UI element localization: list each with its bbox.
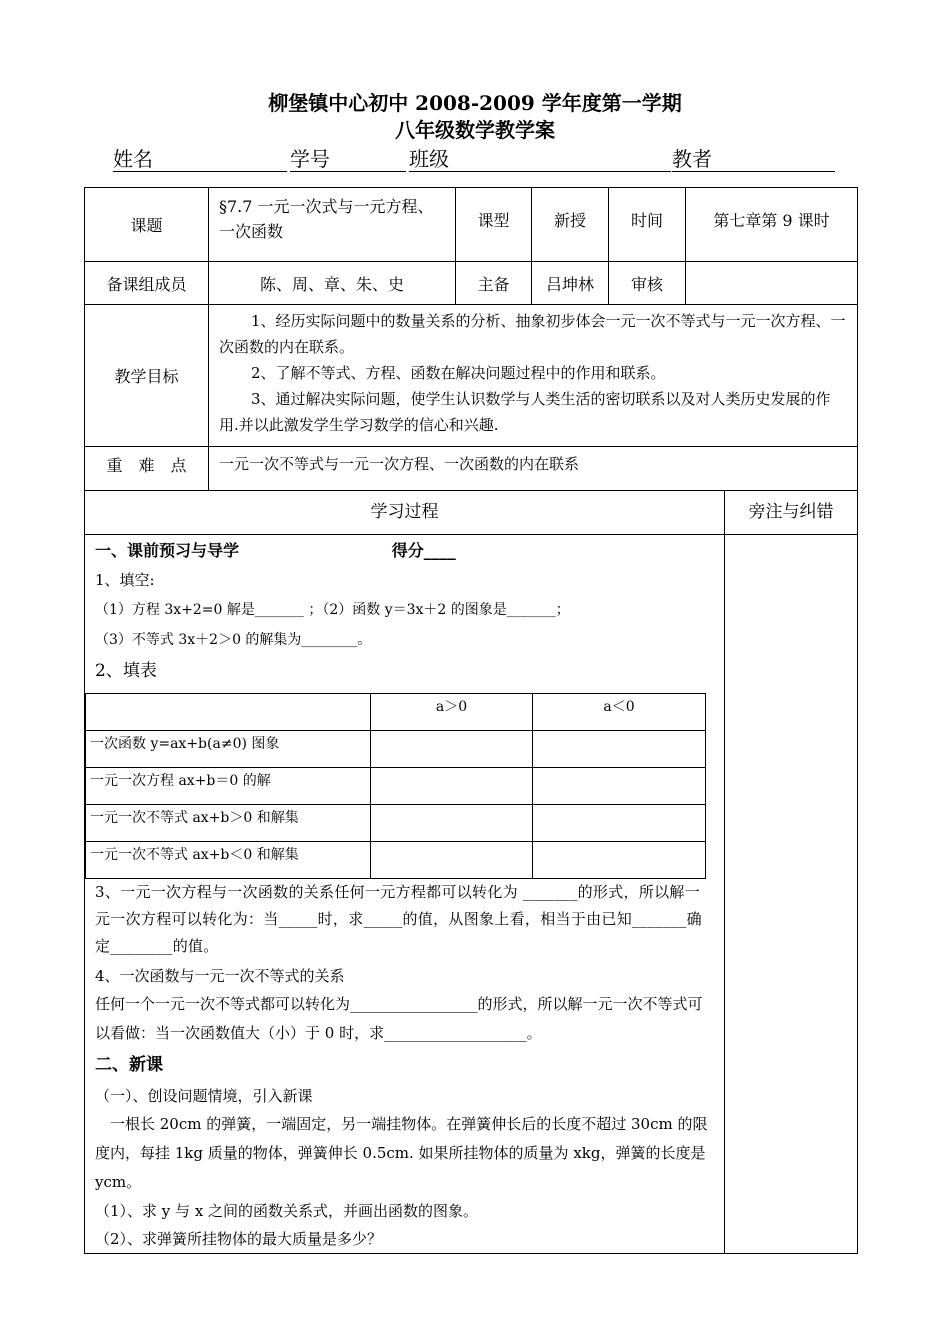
goal-item: 3、通过解决实际问题，使学生认识数学与人类生活的密切联系以及对人类历史发展的作用.并以此激发学生学习数学的信心和兴趣. [219, 390, 831, 434]
members-label: 备课组成员 [85, 262, 209, 305]
table-row [86, 694, 706, 731]
goals-list [209, 305, 858, 447]
table-header-cell: a＞0 [371, 694, 533, 731]
fill-in-table [85, 693, 706, 879]
document-subtitle: 八年级数学教学案 [395, 118, 555, 142]
table-row [86, 731, 706, 768]
table-header-cell: a＜0 [533, 694, 706, 731]
table-cell[interactable] [533, 768, 706, 805]
goals-label: 教学目标 [85, 305, 209, 447]
members-value: 陈、周、章、朱、史 [209, 262, 456, 305]
table-header-cell [86, 694, 371, 731]
document-title: 柳堡镇中心初中 2008-2009 学年度第一学期 [268, 91, 682, 115]
section-2-title: 二、新课 [95, 1055, 163, 1075]
notes-header: 旁注与纠错 [725, 491, 858, 535]
goal-item: 1、经历实际问题中的数量关系的分析、抽象初步体会一元一次不等式与一元一次方程、一次函数的内在联系。 [219, 312, 846, 356]
topic-value: §7.7 一元一次式与一元方程、一次函数 [209, 188, 456, 262]
goal-item: 2、了解不等式、方程、函数在解决问题过程中的作用和联系。 [251, 364, 666, 382]
topic-label: 课题 [85, 188, 209, 262]
score-label: 得分____ [391, 541, 456, 560]
class-label: 班级 [409, 147, 449, 171]
process-header: 学习过程 [85, 491, 725, 535]
section-1-title: 一、课前预习与导学 [95, 541, 240, 560]
q1-line-1: （1）方程 3x+2=0 解是_______ ；（2）函数 y＝3x＋2 的图象是_______； [95, 602, 570, 618]
table-row [86, 768, 706, 805]
q4-body: 任何一个一元一次不等式都可以转化为_________________的形式，所以解一元一次不等式可以看做：当一次函数值大（小）于 0 时，求___________________。 [95, 995, 703, 1042]
lesson-info-table [84, 187, 858, 491]
q1-line-2: （3）不等式 3x＋2＞0 的解集为________。 [95, 632, 372, 648]
q3-text: 3、一元一次方程与一次函数的关系任何一元方程都可以转化为 _______的形式，所以解一元一次方程可以转化为：当_____时，求_____的值，从图象上看，相当于由已知_______确定________的值。 [95, 883, 702, 955]
teacher-underline [672, 171, 835, 172]
lead-value: 吕坤林 [532, 262, 609, 305]
table-row-label: 一次函数 y=ax+b(a≠0) 图象 [86, 731, 371, 768]
table-cell[interactable] [371, 842, 533, 879]
problem-part-2: （2）、求弹簧所挂物体的最大质量是多少？ [95, 1230, 383, 1248]
q1-title: 1、填空: [95, 571, 155, 589]
table-row-label: 一元一次方程 ax+b＝0 的解 [86, 768, 371, 805]
table-cell[interactable] [371, 731, 533, 768]
table-cell[interactable] [533, 842, 706, 879]
time-label: 时间 [609, 188, 686, 262]
review-value [686, 262, 858, 305]
name-label: 姓名 [113, 147, 153, 171]
process-content [85, 535, 725, 1254]
lead-label: 主备 [456, 262, 532, 305]
table-row [86, 842, 706, 879]
student-id-underline [290, 171, 406, 172]
table-cell[interactable] [533, 731, 706, 768]
time-value: 第七章第 9 课时 [686, 188, 858, 262]
type-value: 新授 [532, 188, 609, 262]
student-id-label: 学号 [290, 147, 330, 171]
key-points-value: 一元一次不等式与一元一次方程、一次函数的内在联系 [209, 447, 858, 491]
class-underline [409, 171, 671, 172]
subsection-1-title: （一）、创设问题情境，引入新课 [95, 1087, 313, 1105]
table-row [86, 805, 706, 842]
section-1 [85, 537, 724, 565]
learning-process-table [84, 490, 858, 1254]
teacher-label: 教者 [672, 147, 712, 171]
q2-title: 2、填表 [95, 661, 157, 681]
review-label: 审核 [609, 262, 686, 305]
table-row-label: 一元一次不等式 ax+b＞0 和解集 [86, 805, 371, 842]
table-cell[interactable] [533, 805, 706, 842]
q4-title: 4、一次函数与一元一次不等式的关系 [95, 967, 345, 985]
name-underline [113, 171, 287, 172]
table-cell[interactable] [371, 805, 533, 842]
problem-text: 一根长 20cm 的弹簧，一端固定，另一端挂物体。在弹簧伸长后的长度不超过 30cm 的限度内，每挂 1kg 质量的物体，弹簧伸长 0.5cm. 如果所挂物体的质量为 xkg，弹簧的长度是 ycm。 [95, 1115, 708, 1191]
type-label: 课型 [456, 188, 532, 262]
notes-column[interactable] [725, 535, 858, 1254]
key-points-label: 重 难 点 [85, 447, 209, 491]
table-row-label: 一元一次不等式 ax+b＜0 和解集 [86, 842, 371, 879]
table-cell[interactable] [371, 768, 533, 805]
problem-part-1: （1）、求 y 与 x 之间的函数关系式，并画出函数的图象。 [95, 1202, 479, 1220]
